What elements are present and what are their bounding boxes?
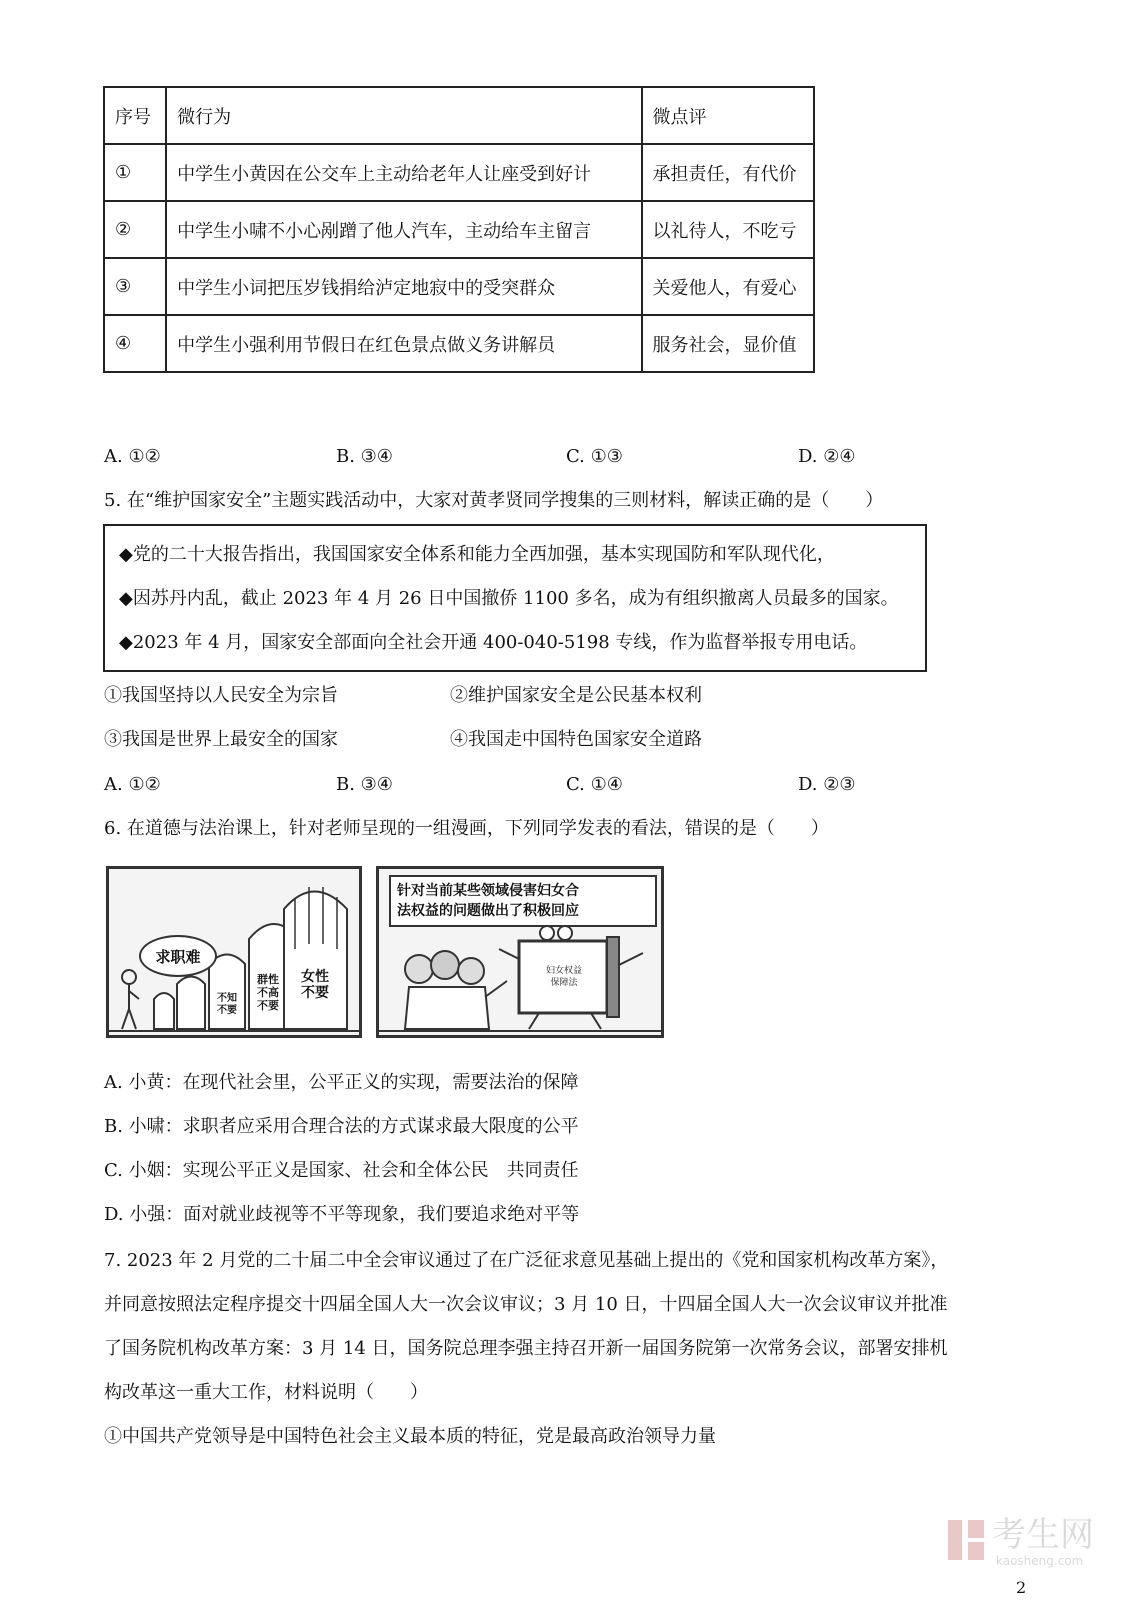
row-no: ③ xyxy=(104,258,166,315)
page-number: 2 xyxy=(1016,1578,1027,1597)
q7-line-2: 并同意按照法定程序提交十四届全国人大一次会议审议；3 月 10 日，十四届全国人大一次会议审议并批准 xyxy=(104,1294,948,1315)
q5-option-b: B. ③④ xyxy=(336,774,393,795)
table-header-row xyxy=(104,87,814,144)
cartoon-hand-text-1: 女性 不要 xyxy=(301,969,329,1001)
q5-statement-2: ②维护国家安全是公民基本权利 xyxy=(450,685,702,706)
row-behavior: 中学生小词把压岁钱捐给泸定地寂中的受突群众 xyxy=(166,258,641,315)
row-comment: 承担责任，有代价 xyxy=(642,144,815,201)
watermark-text: 考生网 xyxy=(992,1515,1094,1555)
cartoon-caption-line-1: 针对当前某些领域侵害妇女合 xyxy=(397,883,579,899)
q4-option-d: D. ②④ xyxy=(798,446,856,467)
q5-statement-1: ①我国坚持以人民安全为宗旨 xyxy=(104,685,338,706)
q7-line-3: 了国务院机构改革方案：3 月 14 日，国务院总理李强主持召开新一届国务院第一次常务会议，部署安排机 xyxy=(104,1338,948,1359)
header-comment: 微点评 xyxy=(642,87,815,144)
q6-option-b: B. 小啸：求职者应采用合理合法的方式谋求最大限度的公平 xyxy=(104,1116,579,1137)
q6-option-c: C. 小姻：实现公平正义是国家、社会和全体公民 共同责任 xyxy=(104,1160,579,1181)
table-row xyxy=(104,144,814,201)
row-no: ① xyxy=(104,144,166,201)
cartoon-bubble-job: 求职难 xyxy=(139,935,217,977)
q7-statement-1: ①中国共产党领导是中国特色社会主义最本质的特征，党是最高政治领导力量 xyxy=(104,1426,716,1447)
row-behavior: 中学生小黄因在公交车上主动给老年人让座受到好计 xyxy=(166,144,641,201)
q6-option-d: D. 小强：面对就业歧视等不平等现象，我们要追求绝对平等 xyxy=(104,1204,580,1225)
cartoon-right-panel xyxy=(376,866,664,1038)
row-no: ④ xyxy=(104,315,166,372)
row-comment: 关爱他人，有爱心 xyxy=(642,258,815,315)
header-no: 序号 xyxy=(104,87,166,144)
cartoon-book-text: 妇女权益 保障法 xyxy=(545,966,582,988)
row-comment: 以礼待人，不吃亏 xyxy=(642,201,815,258)
q6-stem: 6. 在道德与法治课上，针对老师呈现的一组漫画，下列同学发表的看法，错误的是（ ） xyxy=(104,818,829,839)
q5-statement-3: ③我国是世界上最安全的国家 xyxy=(104,729,338,750)
cartoon-left-panel xyxy=(106,866,362,1038)
q5-option-c: C. ①④ xyxy=(566,774,623,795)
behavior-table xyxy=(103,86,815,373)
q5-stem: 5. 在“维护国家安全”主题实践活动中，大家对黄孝贤同学搜集的三则材料，解读正确的是（ ） xyxy=(104,490,884,511)
q5-material-1: ◆党的二十大报告指出，我国国家安全体系和能力全西加强，基本实现国防和军队现代化， xyxy=(119,544,835,565)
table-row xyxy=(104,258,814,315)
q5-option-d: D. ②③ xyxy=(798,774,856,795)
watermark-logo-icon xyxy=(946,1518,986,1562)
row-behavior: 中学生小强利用节假日在红色景点做义务讲解员 xyxy=(166,315,641,372)
q7-line-1: 7. 2023 年 2 月党的二十届二中全会审议通过了在广泛征求意见基础上提出的《党和国家机构改革方案》， xyxy=(104,1250,949,1271)
q5-statement-4: ④我国走中国特色国家安全道路 xyxy=(450,729,702,750)
q4-option-c: C. ①③ xyxy=(566,446,623,467)
q4-option-a: A. ①② xyxy=(104,446,161,467)
q7-line-4: 构改革这一重大工作，材料说明（ ） xyxy=(104,1382,428,1403)
cartoon-right-drawing xyxy=(379,869,661,1035)
cartoon-hand-text-2: 群性 不高 不要 xyxy=(257,973,279,1012)
q5-material-3: ◆2023 年 4 月，国家安全部面向全社会开通 400-040-5198 专线，作为监督举报专用电话。 xyxy=(119,632,868,653)
table-row xyxy=(104,315,814,372)
cartoon-caption-line-2: 法权益的问题做出了积极回应 xyxy=(397,903,579,919)
q5-material-2: ◆因苏丹内乱，截止 2023 年 4 月 26 日中国撤侨 1100 多名，成为有组织撤离人员最多的国家。 xyxy=(119,588,899,609)
q5-option-a: A. ①② xyxy=(104,774,161,795)
header-behavior: 微行为 xyxy=(166,87,641,144)
q5-material-box xyxy=(103,524,927,672)
table-row xyxy=(104,201,814,258)
cartoon-hand-text-3: 不知 不要 xyxy=(217,993,237,1016)
q6-option-a: A. 小黄：在现代社会里，公平正义的实现，需要法治的保障 xyxy=(104,1072,579,1093)
q4-option-b: B. ③④ xyxy=(336,446,393,467)
watermark-url: kaosheng.com xyxy=(996,1554,1084,1568)
row-no: ② xyxy=(104,201,166,258)
row-comment: 服务社会，显价值 xyxy=(642,315,815,372)
row-behavior: 中学生小啸不小心剐蹭了他人汽车，主动给车主留言 xyxy=(166,201,641,258)
